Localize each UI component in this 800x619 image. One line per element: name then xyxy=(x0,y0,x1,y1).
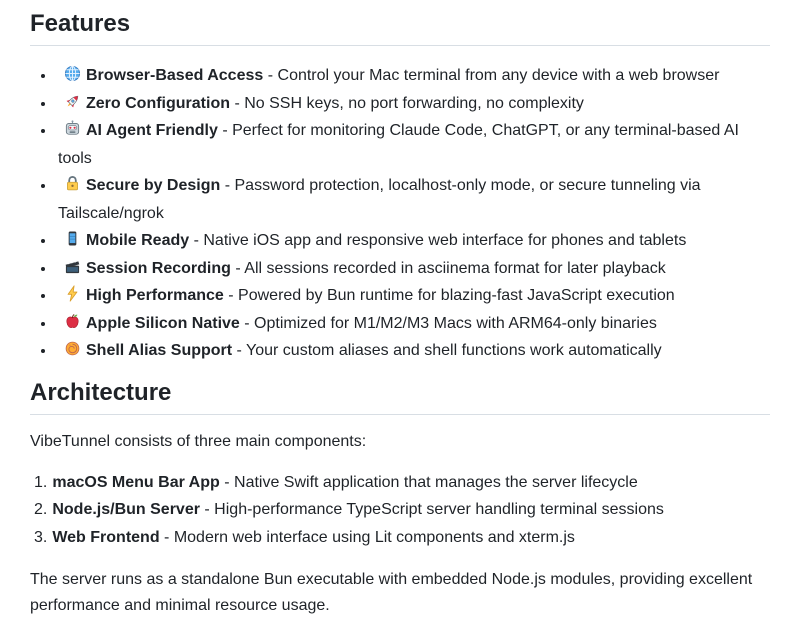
readme-document xyxy=(0,12,800,619)
apple-icon xyxy=(64,313,83,330)
list-number: 2. xyxy=(34,501,48,519)
globe-icon xyxy=(64,65,83,82)
zap-icon xyxy=(64,285,83,302)
architecture-heading: Architecture xyxy=(30,381,770,415)
list-number: 1. xyxy=(34,473,48,491)
feature-item-high-performance xyxy=(56,282,770,310)
feature-item-ai-agent-friendly xyxy=(56,117,770,172)
feature-desc: - Optimized for M1/M2/M3 Macs with ARM64-only binaries xyxy=(244,314,657,332)
feature-name: Session Recording xyxy=(86,259,231,277)
components-list xyxy=(30,469,770,552)
shell-icon xyxy=(64,340,83,357)
feature-name: Mobile Ready xyxy=(86,232,190,249)
feature-item-zero-configuration xyxy=(56,90,770,118)
component-name: macOS Menu Bar App xyxy=(52,473,220,491)
feature-name: Apple Silicon Native xyxy=(86,314,240,332)
feature-name: Browser-Based Access xyxy=(86,67,264,84)
feature-desc: - All sessions recorded in asciinema format for later playback xyxy=(235,259,666,277)
mobile-phone-icon xyxy=(64,230,83,247)
feature-item-shell-alias-support xyxy=(56,337,770,365)
component-desc: - Modern web interface using Lit components and xterm.js xyxy=(164,528,575,546)
rocket-icon xyxy=(64,93,83,110)
component-desc: - Native Swift application that manages the server lifecycle xyxy=(224,473,638,491)
feature-desc: - Powered by Bun runtime for blazing-fast JavaScript execution xyxy=(228,287,675,304)
lock-icon xyxy=(64,175,83,192)
list-number: 3. xyxy=(34,528,48,546)
feature-desc: - Perfect for monitoring Claude Code, ChatGPT, or any terminal-based AI tools xyxy=(58,122,739,167)
features-list xyxy=(30,62,770,365)
feature-name: AI Agent Friendly xyxy=(86,122,218,139)
component-item-web-frontend xyxy=(34,524,770,552)
feature-item-browser-based-access xyxy=(56,62,770,90)
robot-icon xyxy=(64,120,83,137)
feature-desc: - Control your Mac terminal from any device with a web browser xyxy=(267,67,720,84)
feature-desc: - Password protection, localhost-only mode, or secure tunneling via Tailscale/ngrok xyxy=(58,177,701,222)
feature-desc: - Your custom aliases and shell functions work automatically xyxy=(236,342,662,359)
architecture-intro: VibeTunnel consists of three main components: xyxy=(30,432,367,450)
feature-name: Zero Configuration xyxy=(86,94,230,112)
feature-name: Secure by Design xyxy=(86,177,221,194)
feature-item-secure-by-design xyxy=(56,172,770,227)
feature-name: Shell Alias Support xyxy=(86,342,233,359)
component-desc: - High-performance TypeScript server handling terminal sessions xyxy=(204,501,664,519)
feature-item-session-recording xyxy=(56,255,770,283)
component-item-nodejs-bun-server xyxy=(34,496,770,524)
features-heading: Features xyxy=(30,12,770,46)
component-name: Node.js/Bun Server xyxy=(52,501,200,519)
component-item-macos-menu-bar-app xyxy=(34,469,770,497)
feature-item-mobile-ready xyxy=(56,227,770,255)
feature-name: High Performance xyxy=(86,287,224,304)
component-name: Web Frontend xyxy=(52,528,160,546)
feature-item-apple-silicon-native xyxy=(56,310,770,338)
feature-desc: - No SSH keys, no port forwarding, no complexity xyxy=(234,94,584,112)
architecture-outro: The server runs as a standalone Bun executable with embedded Node.js modules, providing excellent performance and minimal resource usage. xyxy=(30,571,753,615)
feature-desc: - Native iOS app and responsive web interface for phones and tablets xyxy=(193,232,687,249)
clapper-board-icon xyxy=(64,258,83,275)
